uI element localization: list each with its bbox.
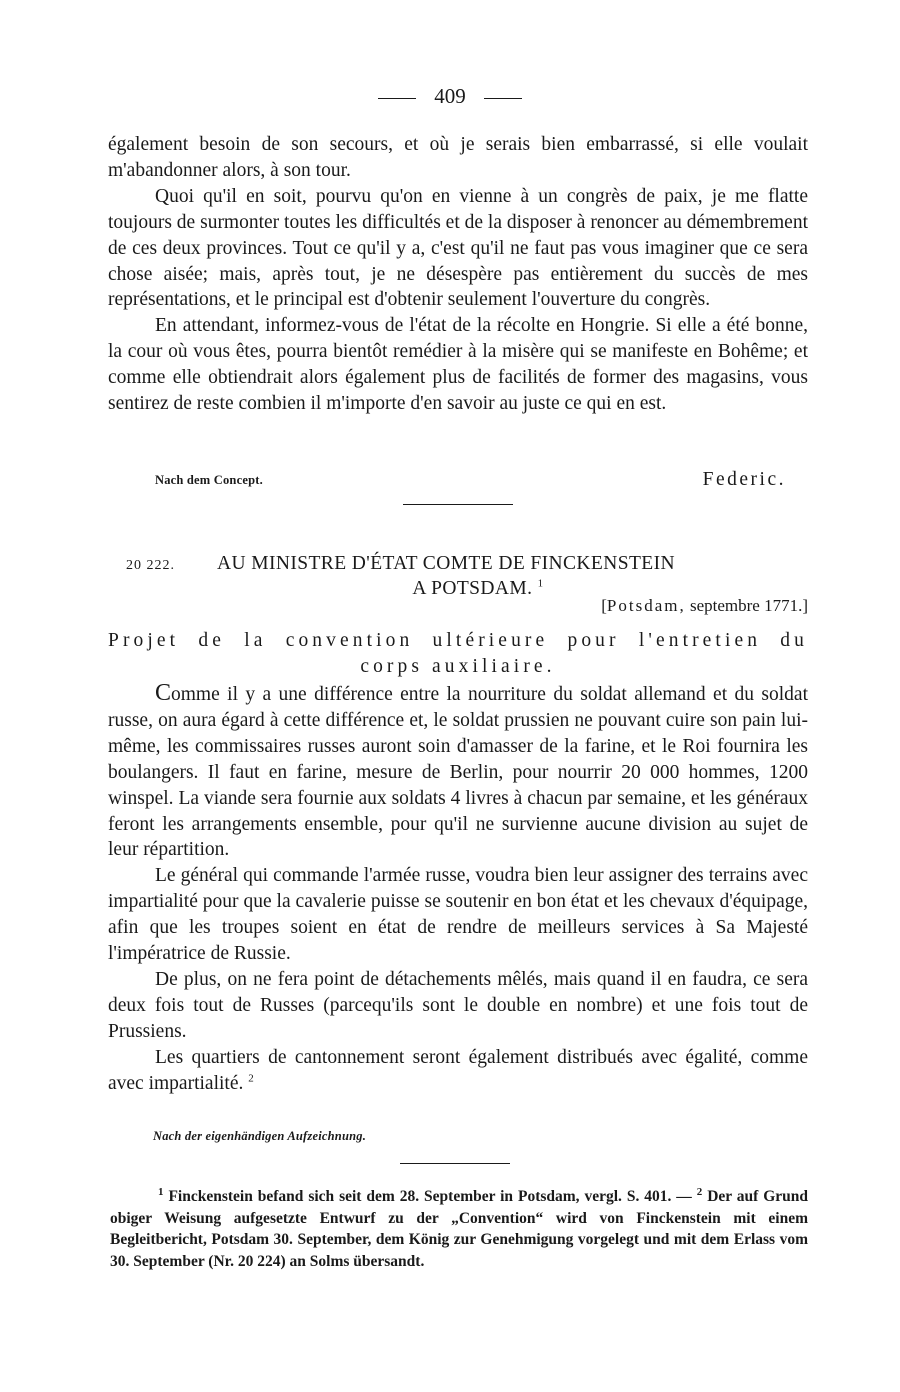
- footnote-divider: [400, 1163, 510, 1164]
- paragraph: En attendant, informez-vous de l'état de la récolte en Hongrie. Si elle a été bonne, la cour où vous êtes, pourra bientôt remédier à la misère qui se manifeste en Bohême; et comme elle obtiendrait alors également plus de facilités de former des magasins, vous sentirez de reste combien il m'importe d'en savoir au juste ce qui en est.: [108, 315, 808, 415]
- page-header: [0, 84, 900, 109]
- dateline: [Potsdam, septembre 1771.]: [601, 596, 808, 615]
- subtitle-line2: corps auxiliaire.: [360, 656, 556, 677]
- document-subtitle: [108, 628, 808, 680]
- title-text: A POTSDAM.: [412, 578, 533, 599]
- paragraph: [108, 681, 808, 863]
- section-divider: [403, 504, 513, 505]
- paragraph-text: Les quartiers de cantonnement seront également distribués avec égalité, comme avec impartialité.: [108, 1046, 808, 1094]
- footnote-1: Finckenstein befand sich seit dem 28. September in Potsdam, vergl. S. 401. —: [168, 1188, 692, 1205]
- paragraph: également besoin de son secours, et où je serais bien embarrassé, si elle voulait m'abandonner alors, à son tour.: [108, 134, 808, 181]
- letter-body: [108, 132, 808, 417]
- letter-title-line1: AU MINISTRE D'ÉTAT COMTE DE FINCKENSTEIN: [217, 553, 675, 574]
- dateline-place: Potsdam,: [606, 596, 686, 615]
- header-dash-left: [378, 98, 416, 99]
- footnotes-text: [110, 1186, 808, 1272]
- paragraph-text: omme il y a une différence entre la nourriture du soldat allemand et du soldat russe, on aura égard à cette différence et, le soldat prussien ne pouvant cuire son pain lui-même, les commissaires russes auront soin d'amasser de la farine, et le Roi fournira les boulangers. Il faut en farine, mesure de Berlin, pour nourrir 20 000 hommes, 1200 winspel. La viande sera fournie aux soldats 4 livres à chacun par semaine, et les généraux feront les arrangements ensemble, pour qu'il ne survienne aucune division au sujet de leur répartition.: [108, 684, 808, 861]
- initial-letter: C: [155, 680, 172, 706]
- header-dash-right: [484, 98, 522, 99]
- footnote-ref: 2: [248, 1072, 254, 1085]
- letter-number: 20 222.: [126, 558, 175, 573]
- dateline-date: septembre 1771.: [689, 596, 803, 615]
- paragraph: [108, 1045, 808, 1097]
- page-number: 409: [434, 84, 466, 108]
- footnotes: [110, 1186, 808, 1272]
- paragraph: Quoi qu'il en soit, pourvu qu'on en vienne à un congrès de paix, je me flatte toujours de surmonter toutes les difficultés et de la disposer à renoncer au démembrement de ces deux provinces. Tout ce qu'il y a, c'est qu'il ne faut pas vous imaginer que ce sera chose aisée; mais, après tout, je ne désespère pas entièrement du succès de mes représentations, et le principal est d'obtenir seulement l'ouverture du congrès.: [108, 185, 808, 311]
- paragraph: Le général qui commande l'armée russe, voudra bien leur assigner des terrains avec impartialité pour que la cavalerie puisse se soutenir en bon état et les chevaux d'équipage, afin que les troupes soient en état de rendre de meilleurs services à Sa Majesté l'impératrice de Russie.: [108, 865, 808, 965]
- source-line: [153, 1127, 853, 1145]
- letter-footer: [155, 471, 808, 489]
- source-note: Nach dem Concept.: [155, 473, 263, 487]
- subtitle-line1: Projet de la convention ultérieure pour l'entretien du: [108, 630, 808, 651]
- footnote-marker: 1: [158, 1185, 164, 1198]
- footnote-marker: 2: [696, 1185, 703, 1198]
- source-note: Nach der eigenhändigen Aufzeichnung.: [153, 1129, 367, 1143]
- footnote-ref: 1: [537, 577, 544, 590]
- convention-body: [108, 681, 808, 1097]
- signature: Federic.: [702, 469, 786, 490]
- footnote-2: Der auf Grund obiger Weisung aufgesetzte Entwurf zu der „Convention“ wird von Finckenstein mit einem Begleitbericht, Potsdam 30. September, dem König zur Genehmigung vorgelegt und mit dem Erlass vom 30. September (Nr. 20 224) an Solms übersandt.: [110, 1188, 809, 1270]
- paragraph: De plus, on ne fera point de détachements mêlés, mais quand il en faudra, ce sera deux fois tout de Russes (parcequ'ils sont le double en nombre) et une fois tout de Prussiens.: [108, 968, 808, 1042]
